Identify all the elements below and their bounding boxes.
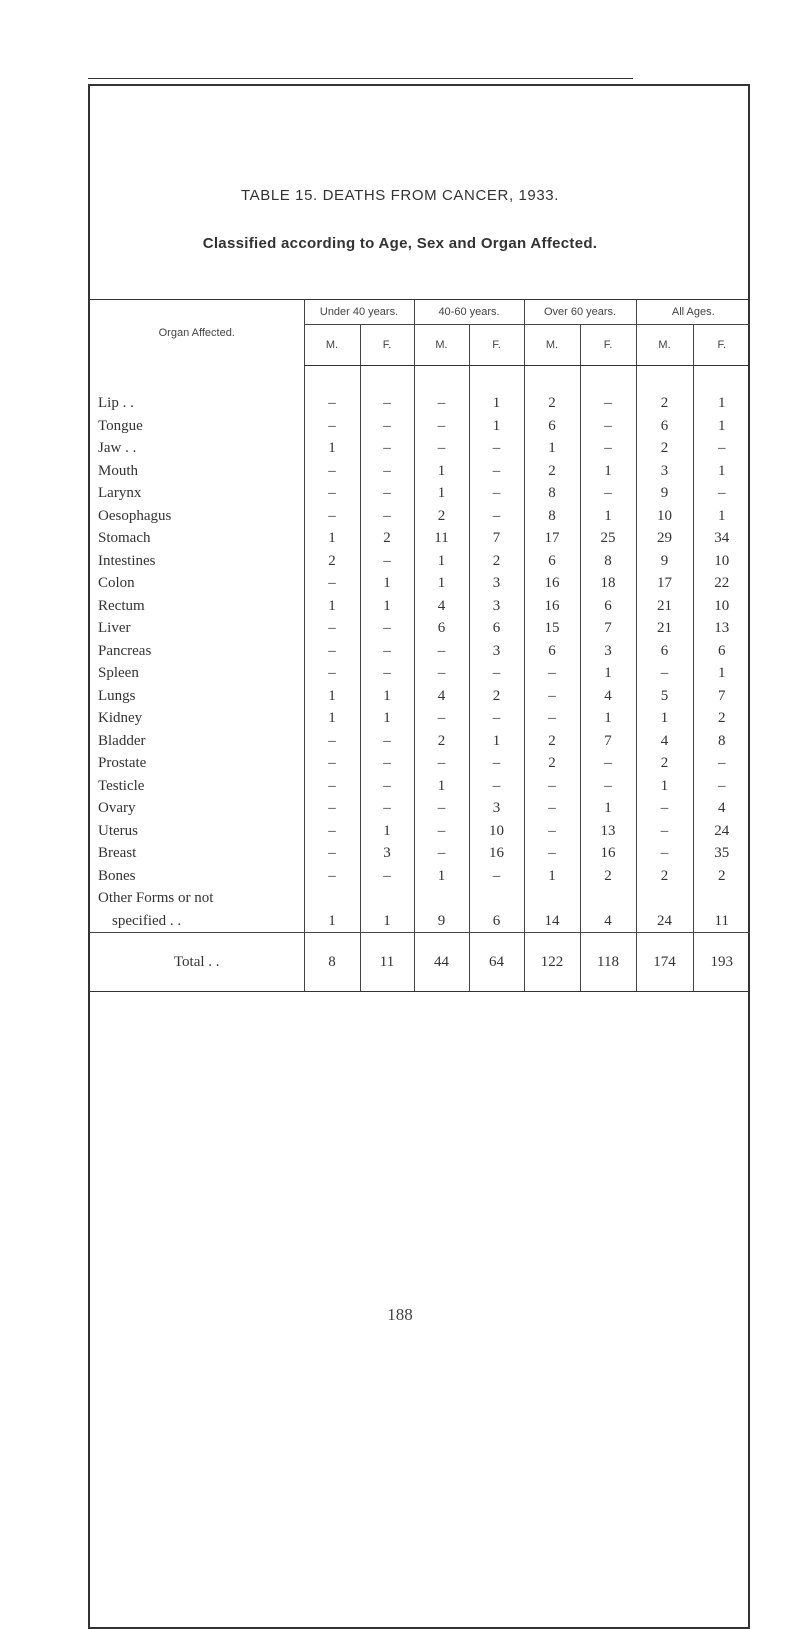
table-subtitle: Classified according to Age, Sex and Organ Affected. (202, 235, 598, 252)
cell-value: 8 (524, 505, 580, 528)
cell-value: – (304, 392, 360, 415)
cell-value: 3 (469, 640, 524, 663)
cell-value: 1 (304, 910, 360, 933)
cell-value: 7 (469, 527, 524, 550)
cell-value: – (414, 437, 469, 460)
table-row (90, 505, 750, 528)
organ-name: Other Forms or not (98, 890, 214, 906)
cell-value: 17 (636, 572, 693, 595)
cell-value: 3 (636, 460, 693, 483)
cell-value: 44 (414, 933, 469, 992)
cell-value: 1 (580, 707, 636, 730)
cell-value: 24 (636, 910, 693, 933)
cell-value: 2 (304, 550, 360, 573)
cell-value: – (580, 392, 636, 415)
cell-value: 11 (693, 910, 750, 933)
table-row (90, 820, 750, 843)
cell-value: 1 (693, 392, 750, 415)
cell-value: 24 (693, 820, 750, 843)
table-row (90, 415, 750, 438)
cell-value: – (360, 730, 414, 753)
cell-value: 10 (469, 820, 524, 843)
male-header: M. (304, 325, 360, 366)
cell-value: 1 (469, 415, 524, 438)
table-row (90, 933, 750, 992)
cell-value: 7 (580, 617, 636, 640)
cell-value: 4 (414, 685, 469, 708)
organ-name: Jaw . . (98, 440, 137, 456)
cell-value: 5 (636, 685, 693, 708)
organ-name: Bones (98, 867, 136, 884)
cell-value: – (360, 550, 414, 573)
cell-value: – (693, 775, 750, 798)
cell-value: – (469, 775, 524, 798)
cell-value: 10 (636, 505, 693, 528)
cell-value: 4 (580, 685, 636, 708)
cell-value: 4 (636, 730, 693, 753)
cell-value: 13 (693, 617, 750, 640)
cell-value: – (360, 460, 414, 483)
table-row (90, 865, 750, 888)
organ-name: Larynx (98, 485, 142, 501)
cell-value: 18 (580, 572, 636, 595)
cell-value: 1 (524, 865, 580, 888)
cell-value: 1 (693, 415, 750, 438)
cell-value: 1 (636, 707, 693, 730)
cell-value: – (636, 820, 693, 843)
cell-value: 35 (693, 842, 750, 865)
cell-value: 10 (693, 550, 750, 573)
cell-value: – (360, 482, 414, 505)
organ-column-header: Organ Affected. (90, 300, 304, 366)
organ-name: Stomach (98, 530, 151, 546)
group-header-over-60: Over 60 years. (524, 300, 636, 325)
table-row (90, 685, 750, 708)
group-header-all-ages: All Ages. (636, 300, 750, 325)
organ-name: Spleen (98, 665, 139, 681)
cell-value: 2 (693, 865, 750, 888)
cell-value: 3 (580, 640, 636, 663)
cell-value: 6 (524, 550, 580, 573)
cell-value: 1 (580, 797, 636, 820)
cell-value: 22 (693, 572, 750, 595)
cell-value: 34 (693, 527, 750, 550)
cell-value: 193 (693, 933, 750, 992)
cell-value: 9 (636, 550, 693, 573)
cell-value: 2 (636, 865, 693, 888)
cell-value: 1 (304, 527, 360, 550)
organ-name: Oesophagus (98, 507, 172, 524)
cell-value: 21 (636, 617, 693, 640)
table-title: TABLE 15. DEATHS FROM CANCER, 1933. (240, 187, 560, 204)
cell-value: – (524, 685, 580, 708)
cell-value: 122 (524, 933, 580, 992)
table-row (90, 775, 750, 798)
group-header-40-60: 40-60 years. (414, 300, 524, 325)
cell-value: 3 (360, 842, 414, 865)
cell-value: – (414, 662, 469, 685)
cell-value: 2 (524, 460, 580, 483)
cell-value: – (304, 482, 360, 505)
organ-name: Lip . . (98, 395, 134, 411)
organ-name: Tongue (98, 417, 143, 434)
cell-value: – (524, 707, 580, 730)
cell-value: 6 (636, 640, 693, 663)
organ-name: Testicle (98, 777, 145, 794)
cell-value: 2 (636, 752, 693, 775)
cell-value: – (469, 460, 524, 483)
table-row (90, 392, 750, 415)
cell-value: 8 (304, 933, 360, 992)
cell-value: – (636, 797, 693, 820)
cell-value: 174 (636, 933, 693, 992)
frame-top-rule (88, 78, 633, 79)
cell-value: 2 (636, 437, 693, 460)
cell-value: – (469, 752, 524, 775)
cell-value: 2 (414, 730, 469, 753)
table-row (90, 617, 750, 640)
cell-value: 1 (693, 662, 750, 685)
cell-value: – (360, 505, 414, 528)
male-header: M. (414, 325, 469, 366)
cell-value: 8 (524, 482, 580, 505)
cell-value: – (469, 707, 524, 730)
cell-value: – (304, 415, 360, 438)
cell-value: 2 (524, 392, 580, 415)
cell-value: 1 (360, 820, 414, 843)
cell-value: 1 (414, 775, 469, 798)
cell-value: 2 (524, 730, 580, 753)
cell-value: – (304, 797, 360, 820)
cell-value: – (414, 842, 469, 865)
cell-value: 6 (693, 640, 750, 663)
cell-value: – (524, 775, 580, 798)
cell-value: – (524, 842, 580, 865)
table-row (90, 482, 750, 505)
table-row (90, 887, 750, 910)
cell-value: – (360, 415, 414, 438)
cell-value: 7 (580, 730, 636, 753)
cell-value: 9 (414, 910, 469, 933)
cell-value: 6 (636, 415, 693, 438)
table-row (90, 910, 750, 933)
organ-name: Ovary (98, 800, 136, 816)
table-row (90, 595, 750, 618)
cell-value: 2 (469, 685, 524, 708)
cell-value: 11 (414, 527, 469, 550)
cell-value: 15 (524, 617, 580, 640)
cell-value: 4 (693, 797, 750, 820)
cell-value: 9 (636, 482, 693, 505)
cell-value: – (360, 437, 414, 460)
male-header: M. (524, 325, 580, 366)
organ-name: Intestines (98, 552, 156, 569)
cell-value: – (304, 572, 360, 595)
cell-value: – (360, 662, 414, 685)
cell-value: – (414, 415, 469, 438)
page-number: 188 (387, 1305, 413, 1324)
cell-value: – (636, 662, 693, 685)
table-row (90, 572, 750, 595)
cell-value: 16 (580, 842, 636, 865)
cell-value: 21 (636, 595, 693, 618)
cell-value: 8 (580, 550, 636, 573)
organ-name-continued: specified . . (112, 912, 182, 929)
cell-value: 1 (414, 460, 469, 483)
cell-value: 6 (414, 617, 469, 640)
table-row (90, 460, 750, 483)
cell-value: – (524, 820, 580, 843)
cell-value: – (304, 460, 360, 483)
cell-value: 17 (524, 527, 580, 550)
cell-value: 8 (693, 730, 750, 753)
table-row (90, 842, 750, 865)
table-row (90, 730, 750, 753)
cell-value: – (304, 640, 360, 663)
cell-value: 1 (693, 505, 750, 528)
cell-value: 4 (580, 910, 636, 933)
organ-name: Breast (98, 845, 137, 861)
cell-value: – (414, 797, 469, 820)
cell-value: 29 (636, 527, 693, 550)
cell-value: – (360, 797, 414, 820)
cell-value: 2 (693, 707, 750, 730)
cell-value: 1 (360, 910, 414, 933)
organ-name: Uterus (98, 822, 138, 839)
cell-value: – (693, 752, 750, 775)
cell-value: – (304, 842, 360, 865)
cell-value: 1 (360, 685, 414, 708)
cell-value: 14 (524, 910, 580, 933)
table-row (90, 550, 750, 573)
organ-name: Prostate (98, 755, 147, 771)
cell-value: – (414, 752, 469, 775)
cell-value: 1 (414, 865, 469, 888)
cell-value: – (580, 415, 636, 438)
cell-value: – (580, 482, 636, 505)
table-row (90, 437, 750, 460)
cell-value: 16 (524, 595, 580, 618)
cancer-deaths-table (90, 299, 750, 992)
organ-name: Bladder (98, 732, 146, 749)
cell-value: 1 (469, 392, 524, 415)
cell-value: 1 (524, 437, 580, 460)
cell-value: 1 (304, 595, 360, 618)
cell-value: – (304, 505, 360, 528)
cell-value: – (414, 392, 469, 415)
table-row (90, 797, 750, 820)
cell-value: 4 (414, 595, 469, 618)
cell-value: 2 (414, 505, 469, 528)
female-header: F. (360, 325, 414, 366)
cell-value: 1 (360, 572, 414, 595)
cell-value: – (469, 482, 524, 505)
cell-value: 1 (304, 685, 360, 708)
organ-name: Mouth (98, 462, 139, 479)
cell-value: – (304, 820, 360, 843)
cell-value: – (414, 640, 469, 663)
cell-value: – (360, 752, 414, 775)
male-header: M. (636, 325, 693, 366)
cell-value: – (304, 662, 360, 685)
cell-value: – (469, 505, 524, 528)
table-row (90, 527, 750, 550)
cell-value: – (524, 662, 580, 685)
cell-value: – (524, 797, 580, 820)
cell-value: – (414, 820, 469, 843)
cell-value: – (469, 865, 524, 888)
cell-value: – (469, 662, 524, 685)
organ-name: Liver (98, 620, 131, 636)
cell-value: – (693, 437, 750, 460)
cell-value: – (360, 392, 414, 415)
cell-value: 6 (580, 595, 636, 618)
cell-value: 2 (524, 752, 580, 775)
cell-value: 6 (469, 910, 524, 933)
cell-value: 1 (304, 707, 360, 730)
cell-value: 1 (414, 572, 469, 595)
cell-value: – (636, 842, 693, 865)
cell-value: 2 (360, 527, 414, 550)
cell-value: – (304, 730, 360, 753)
cell-value: 3 (469, 595, 524, 618)
cell-value: 13 (580, 820, 636, 843)
organ-name: Colon (98, 575, 135, 591)
cell-value: 11 (360, 933, 414, 992)
cell-value: 6 (524, 415, 580, 438)
group-header-under-40: Under 40 years. (304, 300, 414, 325)
cell-value: 1 (360, 707, 414, 730)
cell-value: 16 (469, 842, 524, 865)
cell-value: 1 (693, 460, 750, 483)
cell-value: – (580, 437, 636, 460)
female-header: F. (469, 325, 524, 366)
female-header: F. (693, 325, 750, 366)
spacer-row (90, 366, 750, 393)
cell-value: 1 (414, 482, 469, 505)
table-row (90, 752, 750, 775)
cell-value: 1 (580, 505, 636, 528)
cell-value: 1 (636, 775, 693, 798)
cell-value: – (304, 775, 360, 798)
cell-value: 1 (580, 662, 636, 685)
cell-value: 1 (414, 550, 469, 573)
organ-name: Rectum (98, 597, 145, 614)
female-header: F. (580, 325, 636, 366)
organ-name: Kidney (98, 710, 143, 726)
cell-value: 6 (524, 640, 580, 663)
table-body (90, 366, 750, 992)
cell-value: – (360, 617, 414, 640)
cell-value: 118 (580, 933, 636, 992)
cell-value: – (360, 640, 414, 663)
cell-value: – (304, 617, 360, 640)
cell-value: 3 (469, 572, 524, 595)
cell-value: 64 (469, 933, 524, 992)
cell-value: 1 (580, 460, 636, 483)
cell-value: – (580, 775, 636, 798)
cell-value: 25 (580, 527, 636, 550)
cell-value: – (580, 752, 636, 775)
cell-value: – (360, 865, 414, 888)
cell-value: 1 (360, 595, 414, 618)
cell-value: – (414, 707, 469, 730)
organ-name: Lungs (98, 687, 136, 704)
cell-value: – (304, 865, 360, 888)
cell-value: 10 (693, 595, 750, 618)
cell-value: 2 (580, 865, 636, 888)
cell-value: 3 (469, 797, 524, 820)
cell-value: – (693, 482, 750, 505)
cell-value: 16 (524, 572, 580, 595)
cell-value: 1 (304, 437, 360, 460)
cell-value: 1 (469, 730, 524, 753)
cell-value: 7 (693, 685, 750, 708)
cell-value: – (304, 752, 360, 775)
cell-value: – (469, 437, 524, 460)
table-row (90, 707, 750, 730)
organ-name: Pancreas (98, 642, 152, 659)
table-row (90, 662, 750, 685)
cell-value: – (360, 775, 414, 798)
cell-value: 6 (469, 617, 524, 640)
cell-value: 2 (636, 392, 693, 415)
total-label: Total . . (90, 933, 304, 992)
table-row (90, 640, 750, 663)
cell-value: 2 (469, 550, 524, 573)
